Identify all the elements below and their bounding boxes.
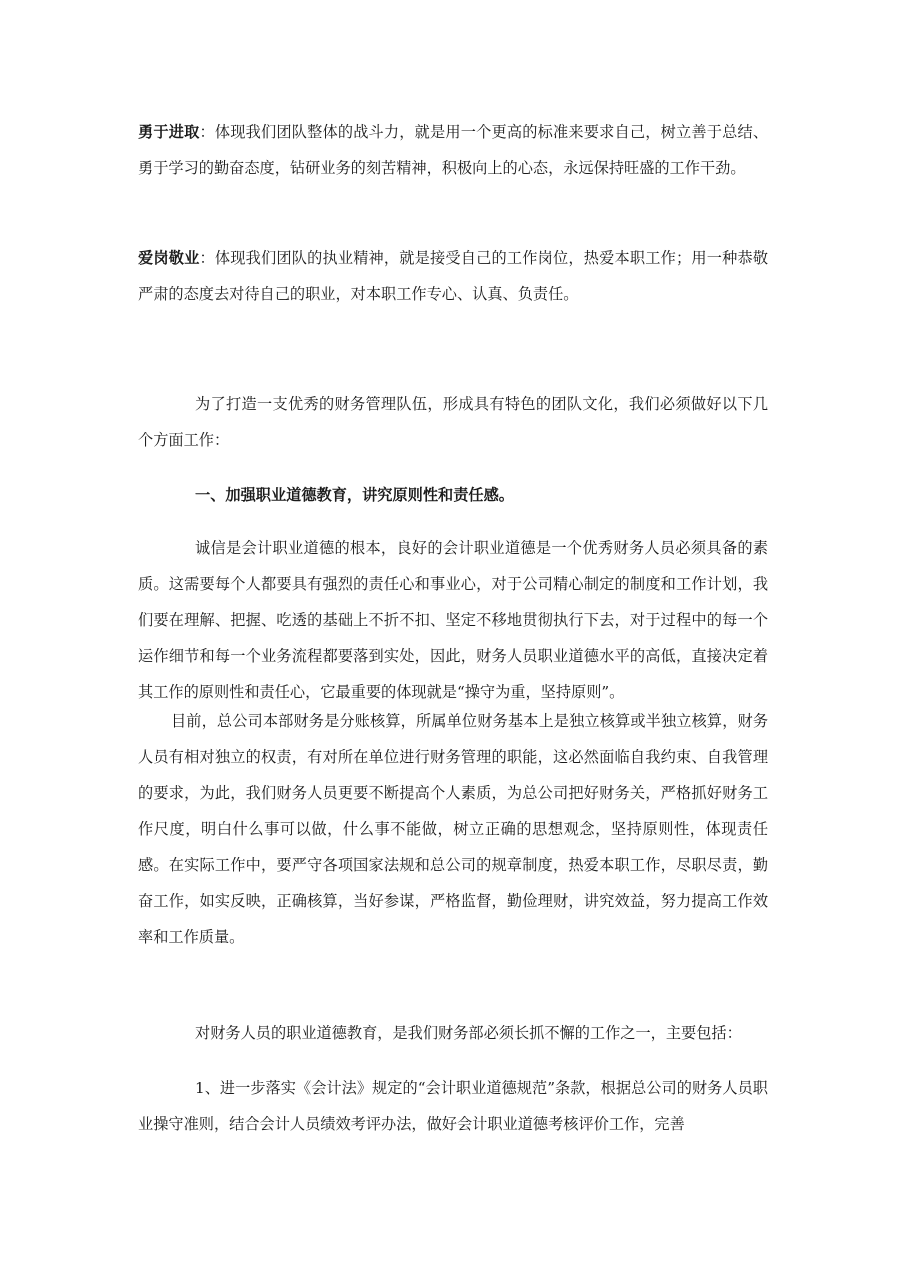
value-description: 体现我们团队的执业精神，就是接受自己的工作岗位，热爱本职工作；用一种恭敬严肃的态度去对待自己的职业，对本职工作专心、认真、负责任。: [138, 249, 769, 303]
body-paragraph: 对财务人员的职业道德教育，是我们财务部必须长抓不懈的工作之一，主要包括：: [195, 1024, 742, 1042]
value-term: 爱岗敬业: [138, 249, 200, 267]
section-heading: 一、加强职业道德教育，讲究原则性和责任感。: [195, 486, 514, 504]
body-paragraph: 目前，总公司本部财务是分账核算，所属单位财务基本上是独立核算或半独立核算，财务人员有相对独立的权责，有对所在单位进行财务管理的职能，这必然面临自我约束、自我管理的要求，为此，我们财务人员更要不断提高个人素质，为总公司把好财务关，严格抓好财务工作尺度，明白什么事可以做，什么事不能做，树立正确的思想观念，坚持原则性，体现责任感。在实际工作中，要严守各项国家法规和总公司的规章制度，热爱本职工作，尽职尽责，勤奋工作，如实反映，正确核算，当好参谋，严格监督，勤俭理财，讲究效益，努力提高工作效率和工作质量。: [138, 712, 768, 946]
value-term: 勇于进取: [138, 123, 200, 141]
value-colon: ：: [199, 249, 215, 267]
value-description: 体现我们团队整体的战斗力，就是用一个更高的标准来要求自己，树立善于总结、勇于学习的勤奋态度，钻研业务的刻苦精神，积极向上的心态，永远保持旺盛的工作干劲。: [138, 123, 769, 177]
list-item: 1、进一步落实《会计法》规定的“会计职业道德规范”条款，根据总公司的财务人员职业操守准则，结合会计人员绩效考评办法，做好会计职业道德考核评价工作，完善: [138, 1079, 768, 1133]
value-paragraph-enterprising: [138, 114, 768, 186]
body-paragraph: 诚信是会计职业道德的根本，良好的会计职业道德是一个优秀财务人员必须具备的素质。这需要每个人都要具有强烈的责任心和事业心，对于公司精心制定的制度和工作计划，我们要在理解、把握、吃透的基础上不折不扣、坚定不移地贯彻执行下去，对于过程中的每一个运作细节和每一个业务流程都要落到实处，因此，财务人员职业道德水平的高低，直接决定着其工作的原则性和责任心，它最重要的体现就是“操守为重，坚持原则”。: [138, 539, 768, 701]
intro-paragraph: 为了打造一支优秀的财务管理队伍，形成具有特色的团队文化，我们必须做好以下几个方面工作：: [138, 395, 768, 449]
value-colon: ：: [199, 123, 215, 141]
value-paragraph-dedication: [138, 240, 768, 312]
